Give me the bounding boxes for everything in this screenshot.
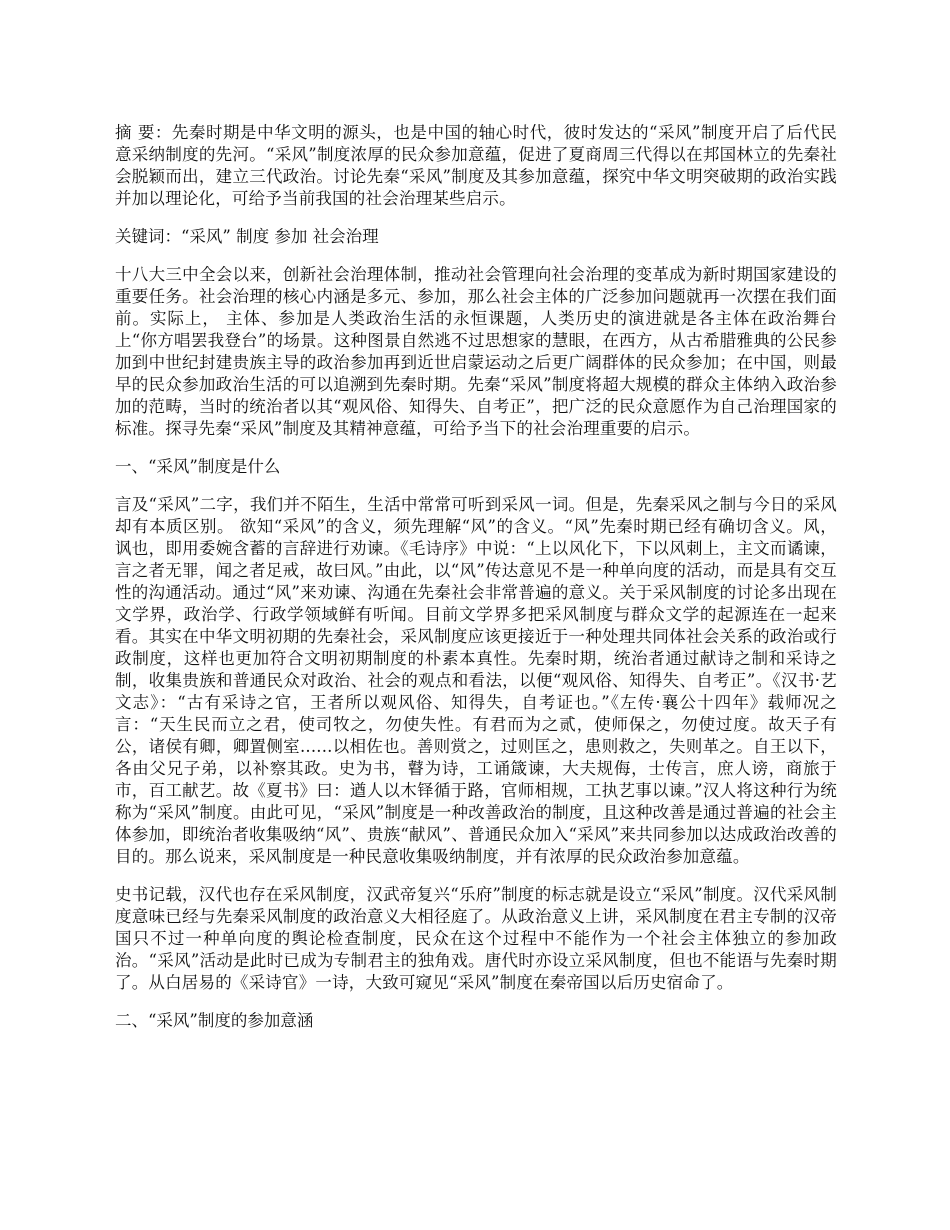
document-page xyxy=(115,122,837,1048)
intro-paragraph: 十八大三中全会以来，创新社会治理体制，推动社会管理向社会治理的变革成为新时期国家建设的重要任务。社会治理的核心内涵是多元、参加，那么社会主体的广泛参加问题就再一次摆在我们面前。实际上， 主体、参加是人类政治生活的永恒课题，人类历史的演进就是各主体在政治舞台上“你方唱罢我登台”的场景。这种图景自然逃不过思想家的慧眼，在西方，从古希腊雅典的公民参加到中世纪封建贵族主导的政治参加再到近世启蒙运动之后更广阔群体的民众参加；在中国，则最早的民众参加政治生活的可以追溯到先秦时期。先秦“采风”制度将超大规模的群众主体纳入政治参加的范畴，当时的统治者以其“观风俗、知得失、自考正”，把广泛的民众意愿作为自己治理国家的标准。探寻先秦“采风”制度及其精神意蕴，可给予当下的社会治理重要的启示。 xyxy=(115,265,837,438)
section-1-title: 一、“采风”制度是什么 xyxy=(115,457,281,476)
section-1-paragraph-2: 史书记载，汉代也存在采风制度，汉武帝复兴“乐府”制度的标志就是设立“采风”制度。汉代采风制度意味已经与先秦采风制度的政治意义大相径庭了。从政治意义上讲，采风制度在君主专制的汉帝国只不过一种单向度的舆论检查制度，民众在这个过程中不能作为一个社会主体独立的参加政治。“采风”活动是此时已成为专制君主的独角戏。唐代时亦设立采风制度，但也不能语与先秦时期了。从白居易的《采诗官》一诗，大致可窥见“采风”制度在秦帝国以后历史宿命了。 xyxy=(115,885,837,992)
section-2-title: 二、“采风”制度的参加意涵 xyxy=(115,1011,314,1030)
section-1-paragraph-1: 言及“采风”二字，我们并不陌生，生活中常常可听到采风一词。但是，先秦采风之制与今日的采风却有本质区别。 欲知“采风”的含义，须先理解“风”的含义。“风”先秦时期已经有确切含义。风，讽也，即用委婉含蓄的言辞进行劝谏。《毛诗序》中说：“上以风化下，下以风刺上，主文而谲谏，言之者无罪，闻之者足戒，故曰风。”由此，以“风”传达意见不是一种单向度的活动，而是具有交互性的沟通活动。通过“风”来劝谏、沟通在先秦社会非常普遍的意义。关于采风制度的讨论多出现在文学界，政治学、行政学领域鲜有听闻。目前文学界多把采风制度与群众文学的起源连在一起来看。其实在中华文明初期的先秦社会，采风制度应该更接近于一种处理共同体社会关系的政治或行政制度，这样也更加符合文明初期制度的朴素本真性。先秦时期，统治者通过献诗之制和采诗之制，收集贵族和普通民众对政治、社会的观点和看法，以便“观风俗、知得失、自考正”。《汉书·艺文志》：“古有采诗之官，王者所以观风俗、知得失，自考证也。”《左传·襄公十四年》载师况之言：“天生民而立之君，使司牧之，勿使失性。有君而为之贰，使师保之，勿使过度。故天子有公，诸侯有卿，卿置侧室......以相佐也。善则赏之，过则匡之，患则救之，失则革之。自王以下，各由父兄子弟，以补察其政。史为书，瞽为诗，工诵箴谏，大夫规侮，士传言，庶人谤，商旅于市，百工献艺。故《夏书》曰：遒人以木铎循于路，官师相规，工执艺事以谏。”汉人将这种行为统称为“采风”制度。由此可见，“采风”制度是一种改善政治的制度，且这种改善是通过普遍的社会主体参加，即统治者收集吸纳“风”、贵族“献风”、普通民众加入“采风”来共同参加以达成政治改善的目的。那么说来，采风制度是一种民意收集吸纳制度，并有浓厚的民众政治参加意蕴。 xyxy=(115,495,837,866)
abstract-paragraph: 摘 要：先秦时期是中华文明的源头，也是中国的轴心时代，彼时发达的“采风”制度开启了后代民意采纳制度的先河。“采风”制度浓厚的民众参加意蕴，促进了夏商周三代得以在邦国林立的先秦社会脱颖而出，建立三代政治。讨论先秦“采风”制度及其参加意蕴，探究中华文明突破期的政治实践并加以理论化，可给予当前我国的社会治理某些启示。 xyxy=(115,123,837,208)
keywords-line: 关键词：“采风” 制度 参加 社会治理 xyxy=(115,227,379,246)
